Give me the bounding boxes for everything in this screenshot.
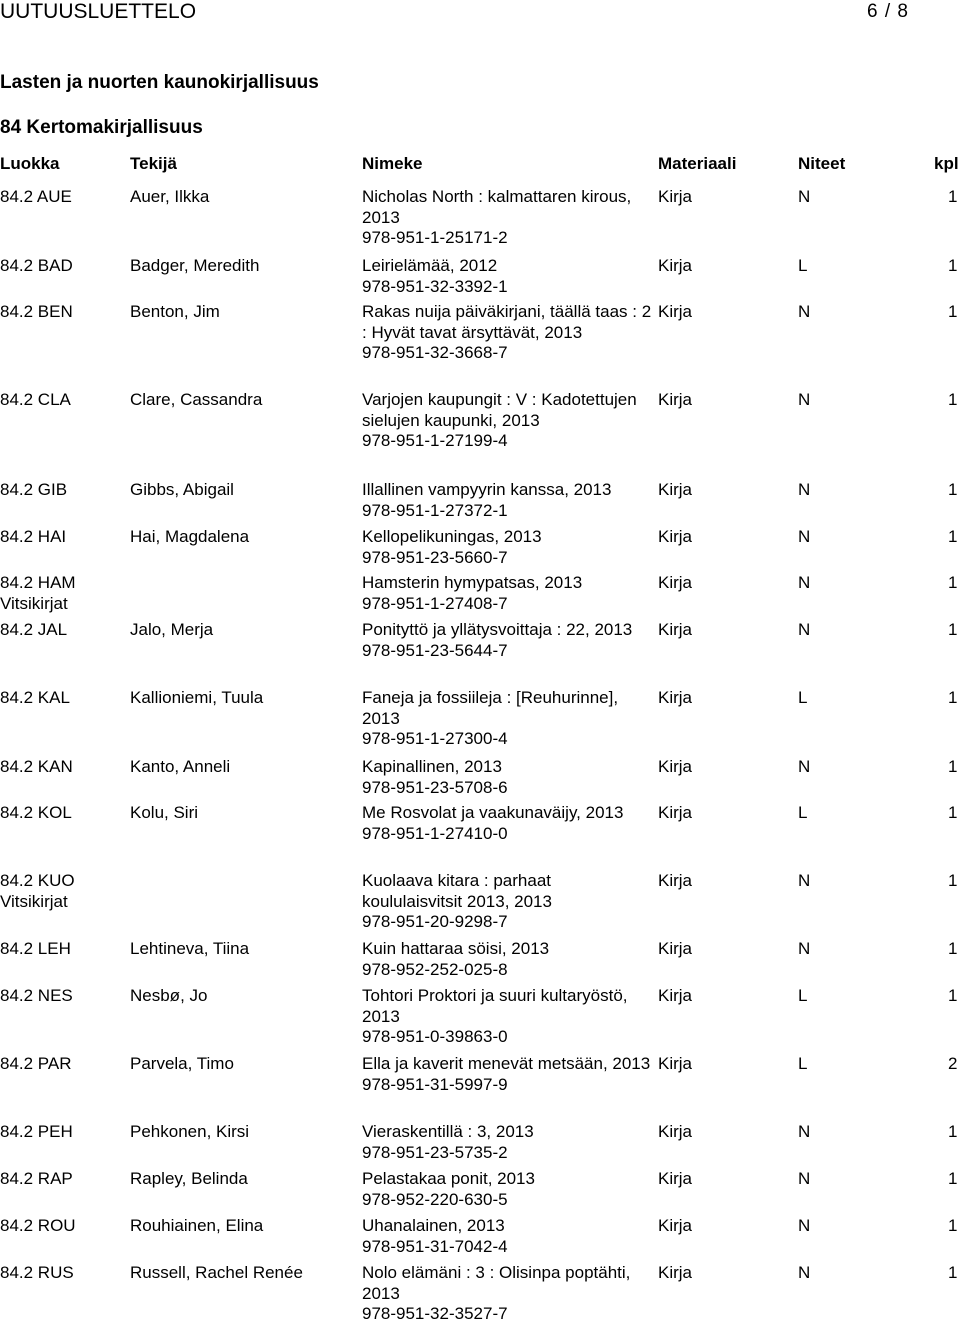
tekija-cell: Jalo, Merja: [130, 620, 214, 639]
materiaali-cell: Kirja: [658, 480, 693, 499]
materiaali-cell: Kirja: [658, 620, 693, 639]
title-text: Illallinen vampyyrin kanssa, 2013: [362, 480, 612, 499]
tekija-cell: Kolu, Siri: [130, 803, 199, 822]
column-header-niteet: Niteet: [798, 154, 846, 173]
tekija-cell: Parvela, Timo: [130, 1054, 234, 1073]
isbn-text: 978-951-32-3668-7: [362, 343, 508, 362]
materiaali-cell: Kirja: [658, 1054, 693, 1073]
tekija-cell: Hai, Magdalena: [130, 527, 250, 546]
tekija-cell: Pehkonen, Kirsi: [130, 1122, 250, 1141]
title-text: Varjojen kaupungit : V : Kadotettujen sielujen kaupunki, 2013: [362, 390, 637, 430]
niteet-cell: L: [798, 688, 808, 707]
kpl-cell: 1: [948, 1122, 958, 1141]
materiaali-cell: Kirja: [658, 1263, 693, 1282]
isbn-text: 978-951-32-3527-7: [362, 1304, 508, 1323]
luokka-cell: 84.2 KAL: [0, 688, 70, 707]
isbn-text: 978-951-23-5660-7: [362, 547, 508, 567]
niteet-cell: N: [798, 939, 811, 958]
niteet-cell: N: [798, 573, 811, 592]
materiaali-cell: Kirja: [658, 573, 693, 592]
niteet-cell: N: [798, 187, 811, 206]
tekija-cell: Clare, Cassandra: [130, 390, 263, 409]
title-text: Rakas nuija päiväkirjani, täällä taas : 2 : Hyvät tavat ärsyttävät, 2013: [362, 302, 652, 342]
kpl-cell: 1: [948, 803, 958, 822]
isbn-text: 978-951-32-3392-1: [362, 276, 508, 296]
title-text: Me Rosvolat ja vaakunaväijy, 2013: [362, 803, 624, 822]
kpl-cell: 1: [948, 757, 958, 776]
tekija-cell: Gibbs, Abigail: [130, 480, 234, 499]
document-title: UUTUUSLUETTELO: [0, 0, 197, 23]
isbn-text: 978-951-1-27372-1: [362, 500, 508, 520]
title-text: Nicholas North : kalmattaren kirous, 2013: [362, 187, 632, 227]
isbn-text: 978-951-23-5735-2: [362, 1142, 508, 1162]
luokka-cell: 84.2 PAR: [0, 1054, 72, 1073]
kpl-cell: 1: [948, 527, 958, 546]
tekija-cell: Russell, Rachel Renée: [130, 1263, 303, 1282]
niteet-cell: N: [798, 871, 811, 890]
niteet-cell: N: [798, 1216, 811, 1235]
title-text: Tohtori Proktori ja suuri kultaryöstö, 2013: [362, 986, 628, 1026]
title-text: Ella ja kaverit menevät metsään, 2013: [362, 1054, 651, 1073]
page-number: 6 / 8: [867, 1, 908, 22]
niteet-cell: N: [798, 1122, 811, 1141]
materiaali-cell: Kirja: [658, 757, 693, 776]
tekija-cell: Nesbø, Jo: [130, 986, 208, 1005]
title-text: Vieraskentillä : 3, 2013: [362, 1122, 534, 1141]
nimeke-cell: [362, 187, 652, 249]
title-text: Kuin hattaraa söisi, 2013: [362, 939, 550, 958]
kpl-cell: 1: [948, 187, 958, 206]
tekija-cell: Badger, Meredith: [130, 256, 260, 275]
nimeke-cell: [362, 986, 652, 1048]
table-header: [0, 153, 960, 175]
isbn-text: 978-951-23-5708-6: [362, 777, 508, 797]
luokka-cell: 84.2 BEN: [0, 302, 73, 321]
title-text: Pelastakaa ponit, 2013: [362, 1169, 535, 1188]
kpl-cell: 1: [948, 939, 958, 958]
isbn-text: 978-952-220-630-5: [362, 1189, 508, 1209]
niteet-cell: N: [798, 527, 811, 546]
materiaali-cell: Kirja: [658, 302, 693, 321]
isbn-text: 978-951-20-9298-7: [362, 912, 508, 931]
materiaali-cell: Kirja: [658, 527, 693, 546]
kpl-cell: 1: [948, 256, 958, 275]
kpl-cell: 1: [948, 302, 958, 321]
title-text: Ponityttö ja yllätysvoittaja : 22, 2013: [362, 620, 633, 639]
kpl-cell: 1: [948, 986, 958, 1005]
nimeke-cell: [362, 688, 652, 750]
nimeke-cell: [362, 1054, 652, 1095]
nimeke-cell: [362, 1122, 652, 1163]
nimeke-cell: [362, 871, 652, 933]
title-text: Nolo elämäni : 3 : Olisinpa poptähti, 2013: [362, 1263, 631, 1303]
kpl-cell: 1: [948, 1169, 958, 1188]
tekija-cell: Lehtineva, Tiina: [130, 939, 250, 958]
nimeke-cell: [362, 757, 652, 798]
materiaali-cell: Kirja: [658, 390, 693, 409]
nimeke-cell: [362, 480, 652, 521]
luokka-cell: 84.2 RUS: [0, 1263, 74, 1282]
subsection-heading: 84 Kertomakirjallisuus: [0, 117, 203, 138]
tekija-cell: Rouhiainen, Elina: [130, 1216, 264, 1235]
tekija-cell: Auer, Ilkka: [130, 187, 210, 206]
isbn-text: 978-951-1-27300-4: [362, 729, 508, 748]
tekija-cell: Kallioniemi, Tuula: [130, 688, 264, 707]
luokka-cell: 84.2 ROU: [0, 1216, 76, 1235]
title-text: Kuolaava kitara : parhaat koululaisvitsit 2013, 2013: [362, 871, 552, 911]
column-header-tekija: Tekijä: [130, 154, 177, 173]
materiaali-cell: Kirja: [658, 256, 693, 275]
isbn-text: 978-951-1-27410-0: [362, 823, 508, 843]
kpl-cell: 1: [948, 871, 958, 890]
kpl-cell: 1: [948, 390, 958, 409]
luokka-cell: 84.2 BAD: [0, 256, 73, 275]
kpl-cell: 1: [948, 620, 958, 639]
nimeke-cell: [362, 620, 652, 661]
materiaali-cell: Kirja: [658, 1169, 693, 1188]
luokka-cell: 84.2 GIB: [0, 480, 68, 499]
title-text: Uhanalainen, 2013: [362, 1216, 505, 1235]
nimeke-cell: [362, 803, 652, 844]
tekija-cell: Kanto, Anneli: [130, 757, 231, 776]
niteet-cell: N: [798, 757, 811, 776]
luokka-cell: 84.2 KAN: [0, 757, 73, 776]
title-text: Kapinallinen, 2013: [362, 757, 502, 776]
section-heading: Lasten ja nuorten kaunokirjallisuus: [0, 72, 319, 93]
kpl-cell: 1: [948, 1216, 958, 1235]
nimeke-cell: [362, 302, 652, 364]
niteet-cell: L: [798, 803, 808, 822]
luokka-cell: 84.2 AUE: [0, 187, 72, 206]
niteet-cell: L: [798, 256, 808, 275]
luokka-cell: 84.2 KUO Vitsikirjat: [0, 871, 75, 911]
niteet-cell: N: [798, 1169, 811, 1188]
luokka-cell: 84.2 LEH: [0, 939, 71, 958]
tekija-cell: Rapley, Belinda: [130, 1169, 248, 1188]
luokka-cell: 84.2 KOL: [0, 803, 72, 822]
column-header-materiaali: Materiaali: [658, 154, 737, 173]
niteet-cell: N: [798, 1263, 811, 1282]
materiaali-cell: Kirja: [658, 1216, 693, 1235]
materiaali-cell: Kirja: [658, 688, 693, 707]
luokka-cell: 84.2 JAL: [0, 620, 68, 639]
luokka-cell: 84.2 HAM Vitsikirjat: [0, 573, 76, 613]
materiaali-cell: Kirja: [658, 803, 693, 822]
nimeke-cell: [362, 939, 652, 980]
luokka-cell: 84.2 CLA: [0, 390, 71, 409]
kpl-cell: 1: [948, 573, 958, 592]
title-text: Kellopelikuningas, 2013: [362, 527, 542, 546]
isbn-text: 978-951-23-5644-7: [362, 640, 508, 660]
niteet-cell: N: [798, 390, 811, 409]
materiaali-cell: Kirja: [658, 986, 693, 1005]
nimeke-cell: [362, 390, 652, 452]
nimeke-cell: [362, 256, 652, 297]
column-header-nimeke: Nimeke: [362, 154, 423, 173]
isbn-text: 978-952-252-025-8: [362, 959, 508, 979]
title-text: Faneja ja fossiileja : [Reuhurinne], 2013: [362, 688, 619, 728]
kpl-cell: 1: [948, 1263, 958, 1282]
luokka-cell: 84.2 NES: [0, 986, 73, 1005]
materiaali-cell: Kirja: [658, 871, 693, 890]
kpl-cell: 1: [948, 688, 958, 707]
materiaali-cell: Kirja: [658, 1122, 693, 1141]
luokka-cell: 84.2 PEH: [0, 1122, 73, 1141]
isbn-text: 978-951-31-5997-9: [362, 1074, 508, 1094]
title-text: Leirielämää, 2012: [362, 256, 498, 275]
nimeke-cell: [362, 1263, 652, 1325]
column-header-luokka: Luokka: [0, 154, 60, 173]
nimeke-cell: [362, 1169, 652, 1210]
title-text: Hamsterin hymypatsas, 2013: [362, 573, 583, 592]
isbn-text: 978-951-31-7042-4: [362, 1236, 508, 1256]
isbn-text: 978-951-0-39863-0: [362, 1027, 508, 1046]
nimeke-cell: [362, 1216, 652, 1257]
niteet-cell: L: [798, 986, 808, 1005]
isbn-text: 978-951-1-27408-7: [362, 593, 508, 613]
materiaali-cell: Kirja: [658, 187, 693, 206]
materiaali-cell: Kirja: [658, 939, 693, 958]
isbn-text: 978-951-1-25171-2: [362, 228, 508, 247]
niteet-cell: N: [798, 302, 811, 321]
luokka-cell: 84.2 HAI: [0, 527, 67, 546]
kpl-cell: 2: [948, 1054, 958, 1073]
luokka-cell: 84.2 RAP: [0, 1169, 73, 1188]
niteet-cell: N: [798, 620, 811, 639]
isbn-text: 978-951-1-27199-4: [362, 431, 508, 450]
niteet-cell: L: [798, 1054, 808, 1073]
nimeke-cell: [362, 573, 652, 614]
kpl-cell: 1: [948, 480, 958, 499]
column-header-kpl: kpl: [934, 154, 959, 173]
nimeke-cell: [362, 527, 652, 568]
niteet-cell: N: [798, 480, 811, 499]
tekija-cell: Benton, Jim: [130, 302, 220, 321]
